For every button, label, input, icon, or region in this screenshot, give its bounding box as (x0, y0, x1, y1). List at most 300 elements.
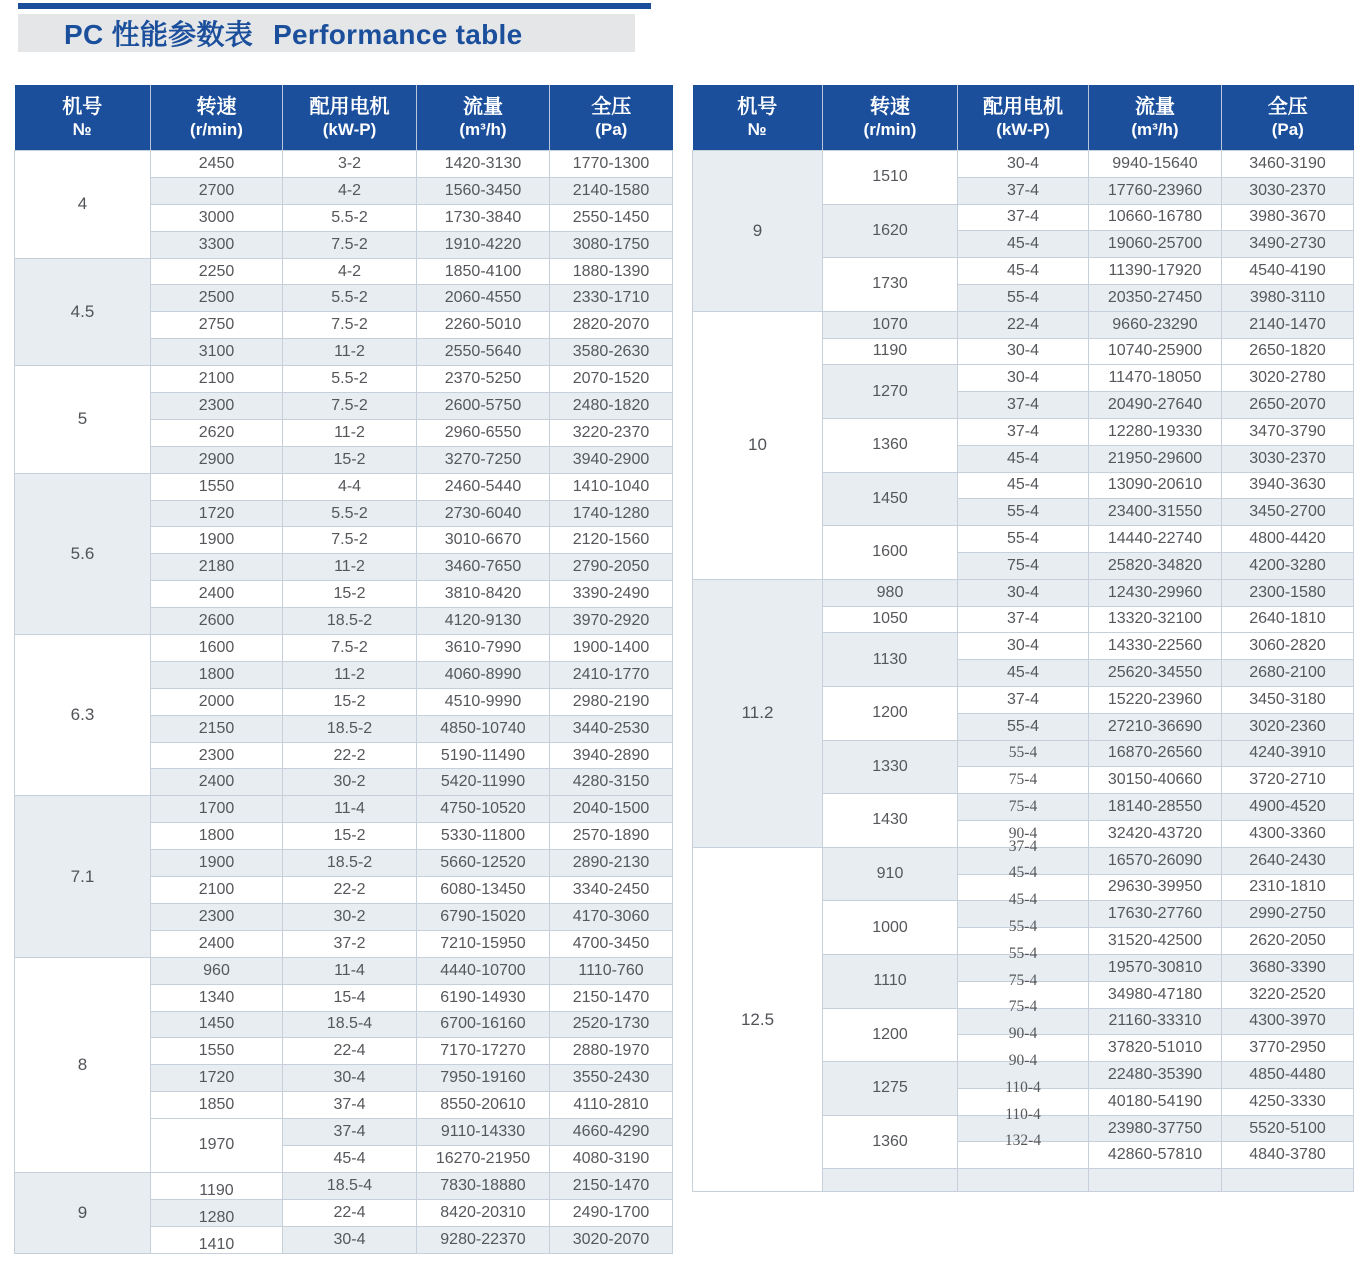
motor-value: 75-4 (1008, 798, 1038, 816)
motor-cell (958, 579, 1089, 606)
pressure-cell: 2620-2050 (1222, 928, 1354, 955)
motor-value: 110-4 (1005, 1078, 1041, 1096)
speed-value: 2180 (198, 558, 235, 576)
motor-value: 15-2 (333, 450, 366, 468)
pressure-cell: 2490-1700 (550, 1199, 673, 1226)
table-row (693, 311, 1354, 338)
pressure-cell: 4110-2810 (550, 1092, 673, 1119)
model-cell: 5.6 (15, 473, 151, 634)
speed-value: 2700 (198, 181, 235, 199)
flow-cell: 16570-26090 (1089, 847, 1222, 874)
column-header-speed (823, 85, 958, 151)
speed-value: 3000 (198, 208, 235, 226)
motor-value: 15-4 (333, 988, 366, 1006)
speed-value: 1340 (198, 988, 235, 1006)
pressure-cell: 4080-3190 (550, 1145, 673, 1172)
speed-value: 1600 (198, 638, 235, 656)
motor-value: 15-2 (333, 692, 366, 710)
model-cell: 5 (15, 366, 151, 474)
motor-cell (283, 1119, 417, 1146)
motor-cell (283, 339, 417, 366)
flow-cell: 23980-37750 (1089, 1115, 1222, 1142)
speed-cell (151, 177, 283, 204)
table-row (15, 1172, 673, 1199)
flow-cell: 11390-17920 (1089, 258, 1222, 285)
column-header-label: 转速 (870, 95, 910, 118)
motor-cell (283, 177, 417, 204)
motor-value: 4-2 (337, 262, 362, 280)
pressure-cell: 3940-2890 (550, 742, 673, 769)
column-header-flow (417, 85, 550, 151)
motor-value: 37-4 (333, 1123, 366, 1140)
speed-value: 2400 (198, 585, 235, 603)
pressure-cell: 3980-3670 (1222, 204, 1354, 231)
pressure-cell: 4280-3150 (550, 769, 673, 796)
flow-cell: 5330-11800 (417, 823, 550, 850)
motor-value: 132-4 (1004, 1132, 1042, 1150)
page-title-en: Performance table (273, 19, 523, 50)
speed-value: 2450 (198, 154, 235, 172)
speed-cell (823, 847, 958, 901)
flow-cell: 17630-27760 (1089, 901, 1222, 928)
column-header-model (693, 85, 823, 151)
pressure-cell: 4200-3280 (1222, 552, 1354, 579)
motor-value: 30-2 (333, 907, 366, 925)
pressure-cell: 3080-1750 (550, 231, 673, 258)
speed-value: 1275 (872, 1079, 908, 1097)
pressure-cell: 2640-2430 (1222, 847, 1354, 874)
page-title (64, 13, 523, 53)
pressure-cell: 2480-1820 (550, 393, 673, 420)
speed-value: 980 (876, 583, 904, 601)
motor-cell (958, 311, 1089, 338)
flow-cell: 1850-4100 (417, 258, 550, 285)
motor-cell (958, 231, 1089, 258)
pressure-cell: 3770-2950 (1222, 1035, 1354, 1062)
pressure-cell: 1740-1280 (550, 500, 673, 527)
motor-cell (958, 258, 1089, 285)
flow-cell: 21950-29600 (1089, 445, 1222, 472)
motor-value: 90-4 (1008, 824, 1038, 842)
pressure-cell: 2070-1520 (550, 366, 673, 393)
motor-cell (958, 365, 1089, 392)
motor-value: 18.5-4 (326, 1015, 373, 1033)
speed-cell (151, 1065, 283, 1092)
flow-cell: 3610-7990 (417, 635, 550, 662)
pressure-cell: 3020-2070 (550, 1226, 673, 1253)
speed-cell (823, 901, 958, 955)
pressure-cell: 3340-2450 (550, 877, 673, 904)
flow-cell: 3270-7250 (417, 446, 550, 473)
speed-cell (151, 581, 283, 608)
motor-value: 37-4 (1006, 690, 1040, 708)
motor-value: 110-4 (1005, 1105, 1041, 1123)
pressure-cell: 3470-3790 (1222, 418, 1354, 445)
motor-value: 55-4 (1008, 918, 1038, 935)
speed-cell (151, 151, 283, 178)
flow-cell: 4060-8990 (417, 661, 550, 688)
motor-value: 4-4 (337, 477, 362, 495)
model-cell: 9 (693, 151, 823, 312)
motor-value: 11-4 (334, 961, 365, 979)
speed-value: 1600 (872, 543, 908, 561)
speed-value: 2100 (198, 880, 235, 898)
pressure-cell: 2140-1580 (550, 177, 673, 204)
flow-cell: 6700-16160 (417, 1011, 550, 1038)
motor-cell (958, 204, 1089, 231)
flow-cell: 4510-9990 (417, 688, 550, 715)
motor-value: 45-4 (1008, 864, 1038, 882)
motor-value: 30-4 (1006, 637, 1040, 655)
motor-cell (283, 903, 417, 930)
speed-value: 1410 (198, 1235, 235, 1253)
speed-value: 1970 (198, 1136, 235, 1154)
flow-cell: 3010-6670 (417, 527, 550, 554)
pressure-cell: 4250-3330 (1222, 1088, 1354, 1115)
motor-value: 30-4 (1006, 369, 1040, 387)
flow-cell: 25620-34550 (1089, 660, 1222, 687)
column-header-unit: (kW-P) (996, 119, 1050, 139)
flow-cell: 13090-20610 (1089, 472, 1222, 499)
column-header-unit: № (72, 119, 92, 139)
speed-cell (823, 338, 958, 365)
motor-value: 37-4 (1006, 208, 1040, 226)
speed-cell (151, 204, 283, 231)
speed-cell (151, 1092, 283, 1119)
motor-value: 30-4 (1006, 342, 1040, 360)
motor-value: 45-4 (1008, 891, 1038, 909)
pressure-cell: 2890-2130 (550, 850, 673, 877)
page-title-zh: PC 性能参数表 (64, 19, 254, 50)
flow-cell: 8550-20610 (417, 1092, 550, 1119)
motor-cell (283, 1199, 417, 1226)
column-header-label: 配用电机 (309, 95, 390, 118)
speed-cell (151, 446, 283, 473)
motor-value: 55-4 (1006, 530, 1040, 548)
pressure-cell: 1900-1400 (550, 635, 673, 662)
motor-value: 7.5-2 (331, 396, 368, 414)
motor-cell (283, 204, 417, 231)
column-header-unit: (m³/h) (459, 119, 507, 139)
table-row (15, 473, 673, 500)
speed-cell (151, 877, 283, 904)
model-cell: 12.5 (693, 847, 823, 1192)
speed-cell (151, 473, 283, 500)
speed-cell (823, 579, 958, 606)
motor-value: 55-4 (1008, 944, 1038, 962)
pressure-cell: 3460-3190 (1222, 151, 1354, 178)
speed-cell (151, 661, 283, 688)
speed-value: 2900 (198, 450, 235, 468)
flow-cell: 18140-28550 (1089, 794, 1222, 821)
motor-value: 30-4 (1006, 583, 1040, 601)
flow-cell: 2550-5640 (417, 339, 550, 366)
motor-cell (958, 686, 1089, 713)
speed-value: 1450 (198, 1015, 235, 1033)
speed-cell (151, 285, 283, 312)
speed-cell (823, 686, 958, 740)
column-header-unit: № (747, 119, 767, 139)
flow-cell: 31520-42500 (1089, 928, 1222, 955)
flow-cell: 11470-18050 (1089, 365, 1222, 392)
speed-cell (151, 1011, 283, 1038)
table-row (15, 258, 673, 285)
speed-cell (823, 606, 958, 633)
speed-cell (151, 312, 283, 339)
motor-value: 22-4 (333, 1042, 366, 1060)
model-cell: 11.2 (693, 579, 823, 847)
motor-cell (283, 1172, 417, 1199)
column-header-flow (1089, 85, 1222, 151)
speed-cell (151, 419, 283, 446)
motor-value: 75-4 (1006, 556, 1040, 574)
pressure-cell: 3490-2730 (1222, 231, 1354, 258)
flow-cell: 10740-25900 (1089, 338, 1222, 365)
pressure-cell: 2640-1810 (1222, 606, 1354, 633)
flow-cell: 2260-5010 (417, 312, 550, 339)
motor-value: 30-4 (333, 1230, 366, 1248)
speed-value: 2400 (198, 773, 235, 791)
flow-cell: 9940-15640 (1089, 151, 1222, 178)
motor-cell (958, 499, 1089, 526)
motor-cell (283, 500, 417, 527)
column-header-label: 机号 (62, 95, 103, 118)
motor-cell (283, 258, 417, 285)
model-cell: 9 (15, 1172, 151, 1253)
motor-value: 18.5-2 (326, 719, 373, 737)
table-row (693, 151, 1354, 178)
pressure-cell: 2410-1770 (550, 661, 673, 688)
motor-value: 7.5-2 (331, 316, 368, 334)
pressure-cell: 2520-1730 (550, 1011, 673, 1038)
speed-value: 1130 (872, 650, 908, 668)
motor-cell (283, 688, 417, 715)
flow-cell: 12430-29960 (1089, 579, 1222, 606)
speed-cell (823, 472, 958, 526)
pressure-cell: 2680-2100 (1222, 660, 1354, 687)
flow-cell: 14440-22740 (1089, 526, 1222, 553)
pressure-cell: 1410-1040 (550, 473, 673, 500)
motor-cell (958, 526, 1089, 553)
speed-value: 1720 (198, 504, 235, 522)
motor-value: 3-2 (337, 154, 362, 172)
motor-value: 75-4 (1008, 771, 1038, 789)
motor-value: 15-2 (333, 827, 366, 845)
flow-cell: 4440-10700 (417, 957, 550, 984)
pressure-cell: 3020-2360 (1222, 713, 1354, 740)
speed-value: 1200 (872, 1025, 908, 1043)
speed-value: 2600 (198, 612, 235, 630)
flow-cell: 5190-11490 (417, 742, 550, 769)
motor-cell (283, 823, 417, 850)
column-header-unit: (m³/h) (1131, 119, 1179, 139)
speed-cell (151, 903, 283, 930)
pressure-cell: 1880-1390 (550, 258, 673, 285)
motor-value: 30-2 (333, 773, 366, 791)
flow-cell: 8420-20310 (417, 1199, 550, 1226)
motor-cell (283, 1038, 417, 1065)
pressure-cell: 2650-2070 (1222, 392, 1354, 419)
pressure-cell: 1110-760 (550, 957, 673, 984)
flow-cell: 9110-14330 (417, 1119, 550, 1146)
speed-value: 3300 (198, 235, 235, 253)
pressure-cell: 4170-3060 (550, 903, 673, 930)
speed-cell (823, 794, 958, 848)
speed-cell (151, 930, 283, 957)
speed-cell (823, 1115, 958, 1169)
speed-value: 1720 (198, 1069, 235, 1087)
flow-cell: 7210-15950 (417, 930, 550, 957)
motor-value: 75-4 (1008, 998, 1038, 1016)
pressure-cell: 4660-4290 (550, 1119, 673, 1146)
flow-cell: 1420-3130 (417, 151, 550, 178)
performance-table-left (14, 85, 673, 1254)
speed-value: 1900 (198, 854, 235, 872)
pressure-cell: 2120-1560 (550, 527, 673, 554)
speed-cell (823, 633, 958, 687)
speed-cell (151, 1199, 283, 1226)
model-cell: 4 (15, 151, 151, 259)
speed-cell (823, 1062, 958, 1116)
speed-value: 1330 (872, 757, 908, 775)
pressure-cell: 3970-2920 (550, 608, 673, 635)
motor-value: 37-4 (333, 1096, 366, 1114)
motor-cell (283, 393, 417, 420)
model-cell: 10 (693, 311, 823, 579)
motor-cell (958, 552, 1089, 579)
motor-cell (958, 794, 1089, 821)
motor-cell (283, 877, 417, 904)
motor-value: 11-2 (334, 558, 365, 576)
speed-cell (151, 393, 283, 420)
speed-value: 910 (876, 865, 904, 883)
pressure-cell: 2820-2070 (550, 312, 673, 339)
speed-cell (151, 984, 283, 1011)
motor-value: 18.5-2 (326, 854, 373, 872)
motor-value: 37-4 (1006, 181, 1040, 199)
column-header-unit: (Pa) (1271, 119, 1304, 139)
motor-value: 15-2 (333, 585, 366, 603)
motor-cell (958, 284, 1089, 311)
flow-cell: 20490-27640 (1089, 392, 1222, 419)
motor-cell (958, 472, 1089, 499)
model-cell: 4.5 (15, 258, 151, 366)
flow-cell: 10660-16780 (1089, 204, 1222, 231)
table-row (15, 796, 673, 823)
pressure-cell: 2140-1470 (1222, 311, 1354, 338)
flow-cell: 40180-54190 (1089, 1088, 1222, 1115)
pressure-cell: 3030-2370 (1222, 177, 1354, 204)
column-header-label: 转速 (196, 95, 237, 118)
model-cell: 7.1 (15, 796, 151, 957)
motor-cell (958, 660, 1089, 687)
motor-cell (283, 527, 417, 554)
top-accent-bar (18, 3, 651, 9)
pressure-cell: 4900-4520 (1222, 794, 1354, 821)
motor-value: 37-2 (333, 934, 366, 952)
pressure-cell: 5520-5100 (1222, 1115, 1354, 1142)
motor-value: 5.5-2 (331, 370, 368, 388)
motor-value: 55-4 (1006, 717, 1040, 735)
motor-cell (958, 445, 1089, 472)
pressure-cell: 3940-2900 (550, 446, 673, 473)
flow-cell: 30150-40660 (1089, 767, 1222, 794)
pressure-cell: 3390-2490 (550, 581, 673, 608)
motor-value: 37-4 (1006, 422, 1040, 440)
flow-cell: 1730-3840 (417, 204, 550, 231)
table-row (15, 635, 673, 662)
speed-value: 1270 (872, 382, 908, 400)
flow-cell: 2460-5440 (417, 473, 550, 500)
pressure-cell: 4800-4420 (1222, 526, 1354, 553)
speed-value: 1000 (872, 918, 908, 936)
pressure-cell: 2570-1890 (550, 823, 673, 850)
flow-cell: 34980-47180 (1089, 981, 1222, 1008)
speed-cell (151, 823, 283, 850)
speed-cell (823, 311, 958, 338)
motor-cell (283, 984, 417, 1011)
motor-value: 90-4 (1008, 1025, 1038, 1043)
motor-value: 11-4 (334, 800, 365, 818)
motor-cell (958, 633, 1089, 660)
pressure-cell: 3550-2430 (550, 1065, 673, 1092)
speed-value: 1360 (872, 436, 908, 454)
speed-cell (823, 1008, 958, 1062)
motor-cell (283, 1065, 417, 1092)
flow-cell: 32420-43720 (1089, 820, 1222, 847)
pressure-cell: 2150-1470 (550, 1172, 673, 1199)
flow-cell: 4850-10740 (417, 715, 550, 742)
motor-cell (958, 418, 1089, 445)
pressure-cell: 2310-1810 (1222, 874, 1354, 901)
flow-cell: 21160-33310 (1089, 1008, 1222, 1035)
column-header-speed (151, 85, 283, 151)
motor-value: 22-4 (1006, 315, 1040, 333)
flow-cell: 2960-6550 (417, 419, 550, 446)
speed-value: 2300 (198, 907, 235, 925)
motor-cell (283, 742, 417, 769)
speed-cell (151, 796, 283, 823)
speed-value: 3100 (198, 343, 235, 361)
flow-cell: 37820-51010 (1089, 1035, 1222, 1062)
pressure-cell: 2300-1580 (1222, 579, 1354, 606)
pressure-cell: 3720-2710 (1222, 767, 1354, 794)
flow-cell: 27210-36690 (1089, 713, 1222, 740)
motor-cell (958, 713, 1089, 740)
pressure-cell: 3030-2370 (1222, 445, 1354, 472)
pressure-cell: 4840-3780 (1222, 1142, 1354, 1169)
speed-value: 1510 (872, 168, 908, 186)
speed-cell (823, 418, 958, 472)
table-row (693, 579, 1354, 606)
motor-cell (283, 312, 417, 339)
motor-value: 11-2 (334, 665, 365, 683)
speed-cell (151, 554, 283, 581)
motor-value: 5.5-2 (331, 208, 368, 226)
speed-value: 2750 (198, 316, 235, 334)
flow-cell: 6790-15020 (417, 903, 550, 930)
motor-cell (283, 419, 417, 446)
flow-cell: 2060-4550 (417, 285, 550, 312)
flow-cell: 7950-19160 (417, 1065, 550, 1092)
pressure-cell: 3980-3110 (1222, 284, 1354, 311)
motor-cell (958, 177, 1089, 204)
speed-value: 1550 (198, 1042, 235, 1060)
motor-cell (283, 285, 417, 312)
flow-cell: 23400-31550 (1089, 499, 1222, 526)
flow-cell: 6190-14930 (417, 984, 550, 1011)
column-header-unit: (r/min) (863, 119, 917, 139)
